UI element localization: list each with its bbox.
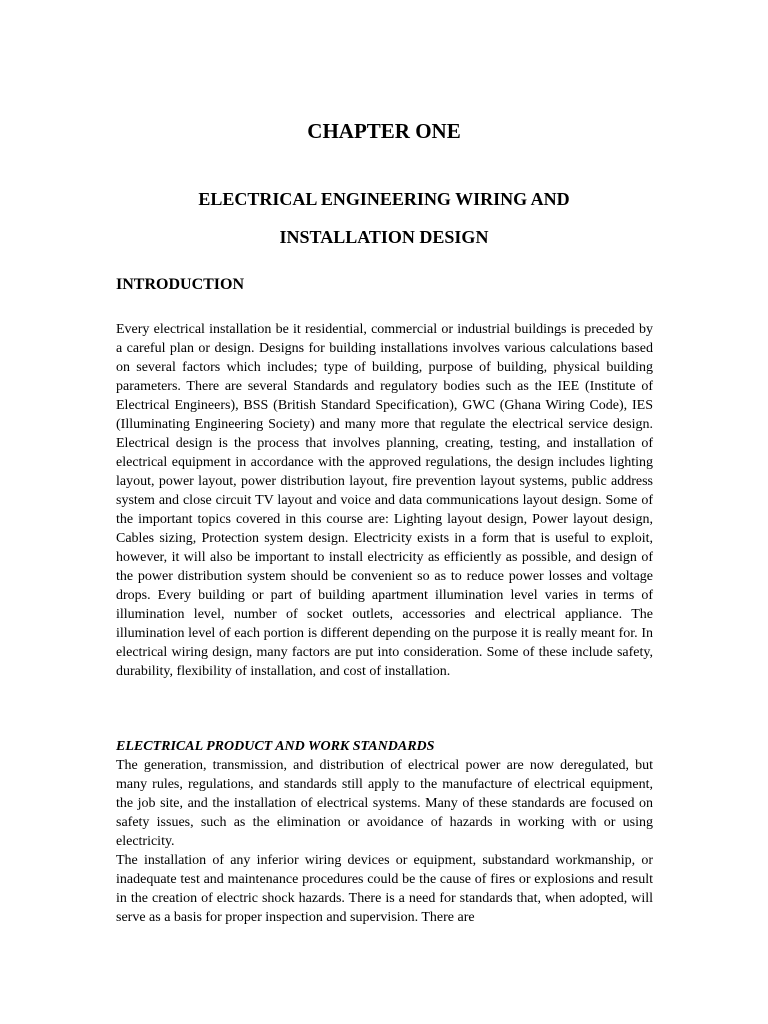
introduction-heading: INTRODUCTION — [116, 276, 245, 293]
standards-heading: ELECTRICAL PRODUCT AND WORK STANDARDS — [116, 739, 435, 754]
main-title-line-2: INSTALLATION DESIGN — [279, 227, 489, 247]
chapter-title: CHAPTER ONE — [307, 119, 461, 143]
main-title — [0, 180, 768, 256]
standards-paragraph-1: The generation, transmission, and distribution of electrical power are now deregulated, but many rules, regulations, and standards still apply to the manufacture of electrical equipment, the job site, and the installation of electrical systems. Many of these standards are focused on safety issues, such as the elimination or avoidance of hazards in working with or using electricity. — [116, 758, 653, 849]
main-title-line-1: ELECTRICAL ENGINEERING WIRING AND — [198, 189, 570, 209]
introduction-paragraph: Every electrical installation be it residential, commercial or industrial buildings is preceded by a careful plan or design. Designs for building installations involves various calculations based on several factors which includes; type of building, purpose of building, physical building parameters. There are several Standards and regulatory bodies such as the IEE (Institute of Electrical Engineers), BSS (British Standard Specification), GWC (Ghana Wiring Code), IES (Illuminating Engineering Society) and many more that regulate the electrical service design. Electrical design is the process that involves planning, creating, testing, and installation of electrical equipment in accordance with the approved regulations, the design includes lighting layout, power layout, power distribution layout, fire prevention layout systems, public address system and close circuit TV layout and voice and data communications layout design. Some of the important topics covered in this course are: Lighting layout design, Power layout design, Cables sizing, Protection system design. Electricity exists in a form that is useful to exploit, however, it will also be important to install electricity as efficiently as possible, and design of the power distribution system should be convenient so as to reduce power losses and voltage drops. Every building or part of building apartment illumination level varies in terms of illumination level, number of socket outlets, accessories and electrical appliance. The illumination level of each portion is different depending on the purpose it is really meant for. In electrical wiring design, many factors are put into consideration. Some of these include safety, durability, flexibility of installation, and cost of installation. — [116, 322, 653, 679]
standards-paragraph-2: The installation of any inferior wiring devices or equipment, substandard workmanship, or inadequate test and maintenance procedures could be the cause of fires or explosions and result in the creation of electric shock hazards. There is a need for standards that, when adopted, will serve as a basis for proper inspection and supervision. There are — [116, 853, 653, 925]
